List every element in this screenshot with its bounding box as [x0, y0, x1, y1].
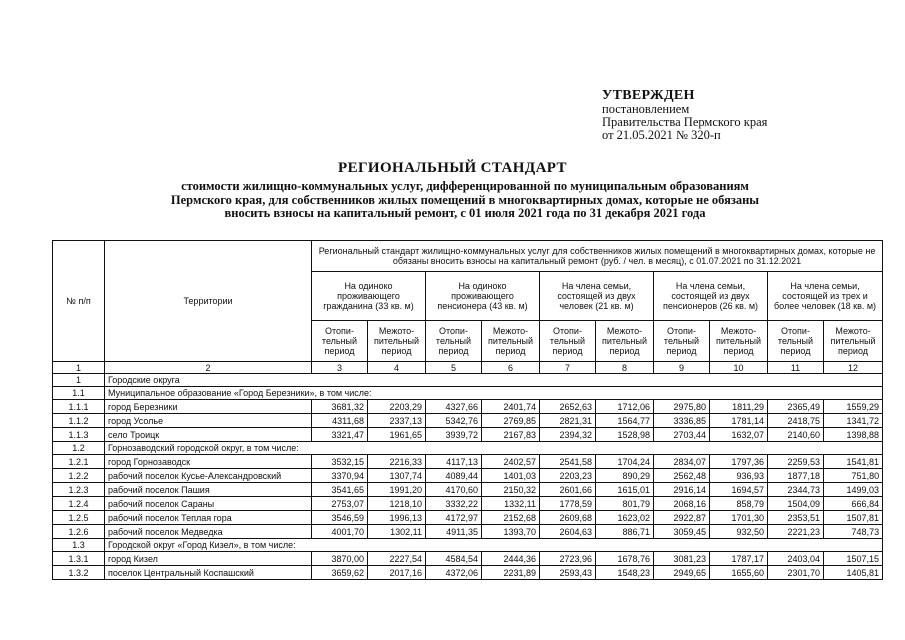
approval-line-3: от 21.05.2021 № 320-п: [602, 128, 721, 142]
section-row: [53, 442, 883, 455]
table-row: [53, 455, 883, 469]
row-value: 4117,13: [426, 455, 482, 469]
row-territory: рабочий поселок Кусье-Александровский: [105, 469, 312, 483]
row-value: 1341,72: [824, 414, 883, 428]
row-territory: Муниципальное образование «Город Березники», в том числе:: [105, 387, 883, 400]
row-value: 2916,14: [654, 483, 710, 497]
row-territory: рабочий поселок Медведка: [105, 525, 312, 539]
row-value: 3081,23: [654, 552, 710, 566]
row-code: 1.1.3: [53, 428, 105, 442]
row-value: 4089,44: [426, 469, 482, 483]
row-value: 2403,04: [768, 552, 824, 566]
row-value: 2652,63: [540, 400, 596, 414]
row-value: 1307,74: [368, 469, 426, 483]
section-row: [53, 387, 883, 400]
row-value: 751,80: [824, 469, 883, 483]
row-code: 1.2.3: [53, 483, 105, 497]
row-value: 4311,68: [312, 414, 368, 428]
table-row: [53, 469, 883, 483]
column-number-row: [53, 362, 883, 374]
row-code: 1.3.2: [53, 566, 105, 580]
row-value: 2140,60: [768, 428, 824, 442]
row-value: 1996,13: [368, 511, 426, 525]
standard-table: [52, 240, 883, 580]
row-value: 2203,23: [540, 469, 596, 483]
document-subtitle: [80, 180, 850, 221]
row-value: 1564,77: [596, 414, 654, 428]
row-value: 1615,01: [596, 483, 654, 497]
row-territory: город Горнозаводск: [105, 455, 312, 469]
row-value: 2068,16: [654, 497, 710, 511]
row-value: 2444,36: [482, 552, 540, 566]
header-group-3: На члена семьи, состоящей из двух человек (21 кв. м): [540, 272, 654, 321]
column-number: 2: [105, 362, 312, 374]
table-row: [53, 566, 883, 580]
row-value: 2167,83: [482, 428, 540, 442]
header-group-4: На члена семьи, состоящей из двух пенсионеров (26 кв. м): [654, 272, 768, 321]
row-value: 3059,45: [654, 525, 710, 539]
row-value: 1302,11: [368, 525, 426, 539]
row-value: 1797,36: [710, 455, 768, 469]
table-row: [53, 497, 883, 511]
column-number: 7: [540, 362, 596, 374]
row-value: 1961,65: [368, 428, 426, 442]
table-row: [53, 525, 883, 539]
row-value: 2365,49: [768, 400, 824, 414]
row-value: 4584,54: [426, 552, 482, 566]
row-value: 2150,32: [482, 483, 540, 497]
row-value: 1704,24: [596, 455, 654, 469]
column-number: 11: [768, 362, 824, 374]
row-value: 2922,87: [654, 511, 710, 525]
row-code: 1.3: [53, 539, 105, 552]
row-value: 2601,66: [540, 483, 596, 497]
row-code: 1: [53, 374, 105, 387]
document-title: РЕГИОНАЛЬНЫЙ СТАНДАРТ: [338, 160, 567, 176]
row-value: 2353,51: [768, 511, 824, 525]
row-code: 1.2.5: [53, 511, 105, 525]
row-value: 1332,11: [482, 497, 540, 511]
row-value: 3939,72: [426, 428, 482, 442]
row-value: 1678,76: [596, 552, 654, 566]
approval-block: [602, 88, 767, 142]
row-value: 5342,76: [426, 414, 482, 428]
header-heating-period: Отопи- тельный период: [540, 321, 596, 362]
row-value: 1504,09: [768, 497, 824, 511]
row-code: 1.3.1: [53, 552, 105, 566]
row-value: 3321,47: [312, 428, 368, 442]
row-value: 936,93: [710, 469, 768, 483]
row-territory: село Троицк: [105, 428, 312, 442]
row-value: 748,73: [824, 525, 883, 539]
header-number: № п/п: [53, 241, 105, 362]
row-value: 2337,13: [368, 414, 426, 428]
row-territory: рабочий поселок Теплая гора: [105, 511, 312, 525]
header-standard: Региональный стандарт жилищно-коммунальных услуг для собственников жилых помещений в многоквартирных домах, которые не обязаны вносить взносы на капитальный ремонт (руб. / чел. в месяц), с 01.07.2021 по 31.12.2021: [312, 241, 883, 272]
header-inter-period: Межото- пительный период: [482, 321, 540, 362]
row-value: 1623,02: [596, 511, 654, 525]
row-value: 1655,60: [710, 566, 768, 580]
header-inter-period: Межото- пительный период: [710, 321, 768, 362]
subtitle-line-3: вносить взносы на капитальный ремонт, с 01 июля 2021 года по 31 декабря 2021 года: [224, 206, 706, 220]
row-value: 3546,59: [312, 511, 368, 525]
row-value: 2227,54: [368, 552, 426, 566]
row-value: 1712,06: [596, 400, 654, 414]
row-value: 2152,68: [482, 511, 540, 525]
column-number: 10: [710, 362, 768, 374]
row-value: 2231,89: [482, 566, 540, 580]
row-code: 1.1.2: [53, 414, 105, 428]
row-value: 2203,29: [368, 400, 426, 414]
header-group-1: На одиноко проживающего гражданина (33 кв. м): [312, 272, 426, 321]
row-territory: поселок Центральный Коспашский: [105, 566, 312, 580]
row-value: 1507,15: [824, 552, 883, 566]
row-value: 1778,59: [540, 497, 596, 511]
row-value: 3659,62: [312, 566, 368, 580]
row-value: 2609,68: [540, 511, 596, 525]
table-body: [53, 374, 883, 580]
row-value: 3541,65: [312, 483, 368, 497]
table-row: [53, 511, 883, 525]
subtitle-line-2: Пермского края, для собственников жилых помещений в многоквартирных домах, которые не обязаны: [170, 192, 760, 207]
header-heating-period: Отопи- тельный период: [312, 321, 368, 362]
row-value: 2259,53: [768, 455, 824, 469]
row-code: 1.2.2: [53, 469, 105, 483]
table-row: [53, 400, 883, 414]
row-territory: город Кизел: [105, 552, 312, 566]
row-value: 1393,70: [482, 525, 540, 539]
row-value: 3332,22: [426, 497, 482, 511]
table-row: [53, 414, 883, 428]
row-value: 3532,15: [312, 455, 368, 469]
row-value: 886,71: [596, 525, 654, 539]
row-value: 2821,31: [540, 414, 596, 428]
row-territory: Городской округ «Город Кизел», в том числе:: [105, 539, 883, 552]
approval-line-2: Правительства Пермского края: [602, 115, 768, 129]
row-territory: Горнозаводский городской округ, в том числе:: [105, 442, 883, 455]
row-value: 2604,63: [540, 525, 596, 539]
header-group-2: На одиноко проживающего пенсионера (43 кв. м): [426, 272, 540, 321]
column-number: 12: [824, 362, 883, 374]
row-value: 1507,81: [824, 511, 883, 525]
header-heating-period: Отопи- тельный период: [768, 321, 824, 362]
row-value: 1632,07: [710, 428, 768, 442]
row-value: 2418,75: [768, 414, 824, 428]
row-value: 1694,57: [710, 483, 768, 497]
table-row: [53, 428, 883, 442]
column-number: 3: [312, 362, 368, 374]
column-number: 6: [482, 362, 540, 374]
row-value: 2402,57: [482, 455, 540, 469]
row-value: 4327,66: [426, 400, 482, 414]
approval-line-1: постановлением: [602, 102, 690, 116]
column-number: 5: [426, 362, 482, 374]
header-heating-period: Отопи- тельный период: [654, 321, 710, 362]
row-territory: Городские округа: [105, 374, 883, 387]
row-value: 2216,33: [368, 455, 426, 469]
row-code: 1.2: [53, 442, 105, 455]
row-value: 2344,73: [768, 483, 824, 497]
row-territory: город Березники: [105, 400, 312, 414]
row-value: 1991,20: [368, 483, 426, 497]
row-value: 3681,32: [312, 400, 368, 414]
header-heating-period: Отопи- тельный период: [426, 321, 482, 362]
row-value: 1499,03: [824, 483, 883, 497]
header-territory: Территории: [105, 241, 312, 362]
column-number: 8: [596, 362, 654, 374]
row-value: 2221,23: [768, 525, 824, 539]
row-value: 1877,18: [768, 469, 824, 483]
row-value: 1398,88: [824, 428, 883, 442]
row-value: 2834,07: [654, 455, 710, 469]
row-value: 666,84: [824, 497, 883, 511]
row-value: 4172,97: [426, 511, 482, 525]
row-value: 3370,94: [312, 469, 368, 483]
row-value: 2593,43: [540, 566, 596, 580]
row-value: 2541,58: [540, 455, 596, 469]
row-value: 1781,14: [710, 414, 768, 428]
row-value: 2301,70: [768, 566, 824, 580]
row-value: 1405,81: [824, 566, 883, 580]
header-inter-period: Межото- пительный период: [596, 321, 654, 362]
row-value: 4911,35: [426, 525, 482, 539]
row-value: 2769,85: [482, 414, 540, 428]
row-code: 1.1: [53, 387, 105, 400]
row-value: 2562,48: [654, 469, 710, 483]
table-row: [53, 552, 883, 566]
header-inter-period: Межото- пительный период: [824, 321, 883, 362]
header-inter-period: Межото- пительный период: [368, 321, 426, 362]
row-code: 1.1.1: [53, 400, 105, 414]
row-value: 2723,96: [540, 552, 596, 566]
row-territory: рабочий поселок Сараны: [105, 497, 312, 511]
row-value: 2017,16: [368, 566, 426, 580]
row-value: 1811,29: [710, 400, 768, 414]
row-code: 1.2.1: [53, 455, 105, 469]
row-value: 1787,17: [710, 552, 768, 566]
row-value: 2401,74: [482, 400, 540, 414]
row-value: 3336,85: [654, 414, 710, 428]
row-value: 4170,60: [426, 483, 482, 497]
row-territory: рабочий поселок Пашия: [105, 483, 312, 497]
row-value: 1401,03: [482, 469, 540, 483]
row-code: 1.2.6: [53, 525, 105, 539]
column-number: 4: [368, 362, 426, 374]
row-value: 1548,23: [596, 566, 654, 580]
section-row: [53, 539, 883, 552]
row-value: 1701,30: [710, 511, 768, 525]
row-territory: город Усолье: [105, 414, 312, 428]
row-value: 890,29: [596, 469, 654, 483]
column-number: 1: [53, 362, 105, 374]
row-value: 932,50: [710, 525, 768, 539]
row-value: 1528,98: [596, 428, 654, 442]
row-value: 1559,29: [824, 400, 883, 414]
row-value: 1218,10: [368, 497, 426, 511]
section-row: [53, 374, 883, 387]
row-value: 2975,80: [654, 400, 710, 414]
row-value: 2753,07: [312, 497, 368, 511]
row-value: 2703,44: [654, 428, 710, 442]
table-row: [53, 483, 883, 497]
row-value: 801,79: [596, 497, 654, 511]
row-value: 1541,81: [824, 455, 883, 469]
subtitle-line-1: стоимости жилищно-коммунальных услуг, дифференцированной по муниципальным образованиям: [181, 179, 749, 193]
row-value: 3870,00: [312, 552, 368, 566]
row-code: 1.2.4: [53, 497, 105, 511]
row-value: 2949,65: [654, 566, 710, 580]
row-value: 858,79: [710, 497, 768, 511]
row-value: 2394,32: [540, 428, 596, 442]
column-number: 9: [654, 362, 710, 374]
row-value: 4372,06: [426, 566, 482, 580]
approval-heading: УТВЕРЖДЕН: [602, 88, 695, 103]
row-value: 4001,70: [312, 525, 368, 539]
header-group-5: На члена семьи, состоящей из трех и более человек (18 кв. м): [768, 272, 883, 321]
